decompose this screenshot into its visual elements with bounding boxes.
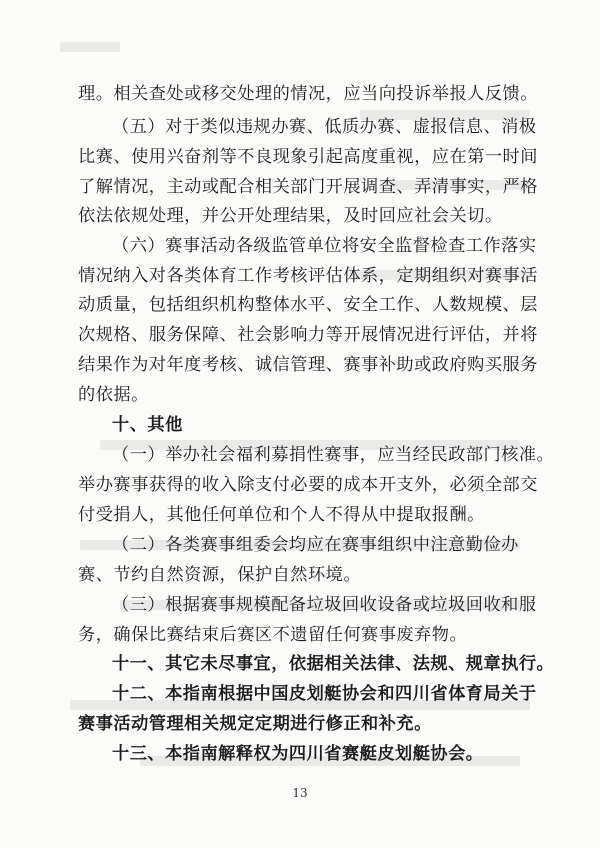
body-line-17: 赛、节约自然资源，保护自然环境。	[78, 564, 362, 585]
body-line-7: 情况纳入对各类体育工作考核评估体系，定期组织对赛事活	[78, 266, 538, 286]
section-heading-12: 十二、本指南根据中国皮划艇协会和四川省体育局关于	[112, 683, 537, 704]
body-line-6: （六）赛事活动各级监管单位将安全监督检查工作落实	[112, 236, 537, 256]
body-line-16: （二）各类赛事组委会均应在赛事组织中注意勤俭办	[112, 534, 519, 555]
section-heading-10: 十、其他	[112, 415, 183, 436]
body-line-8: 动质量，包括组织机构整体水平、安全工作、人数规模、层	[78, 295, 538, 316]
page-number: 13	[292, 786, 308, 800]
body-line-1: 理。相关查处或移交处理的情况，应当向投诉举报人反馈。	[78, 84, 538, 104]
body-line-14: 举办赛事获得的收入除支付必要的成本开支外，必须全部交	[78, 475, 538, 496]
body-line-10: 结果作为对年度考核、诚信管理、赛事补助或政府购买服务	[78, 355, 538, 376]
body-line-13: （一）举办社会福利募捐性赛事，应当经民政部门核准。	[112, 445, 555, 466]
body-line-2: （五）对于类似违规办赛、低质办赛、虚报信息、消极	[112, 116, 537, 137]
body-line-9: 次规格、服务保障、社会影响力等开展情况进行评估，并将	[78, 325, 538, 346]
body-line-4: 了解情况，主动或配合相关部门开展调查、弄清事实，严格	[78, 176, 538, 197]
body-line-5: 依法依规处理，并公开处理结果，及时回应社会关切。	[78, 205, 503, 226]
body-line-11: 的依据。	[78, 385, 149, 406]
body-line-15: 付受捐人，其他任何单位和个人不得从中提取报酬。	[78, 505, 485, 526]
body-line-3: 比赛、使用兴奋剂等不良现象引起高度重视，应在第一时间	[78, 146, 538, 167]
body-line-19: 务，确保比赛结束后赛区不遗留任何赛事废弃物。	[78, 624, 468, 645]
section-heading-12-cont: 赛事活动管理相关规定定期进行修正和补充。	[78, 714, 432, 734]
section-heading-11: 十一、其它未尽事宜，依据相关法律、法规、规章执行。	[112, 653, 555, 674]
section-heading-13: 十三、本指南解释权为四川省赛艇皮划艇协会。	[112, 744, 484, 764]
body-line-18: （三）根据赛事规模配备垃圾回收设备或垃圾回收和服	[112, 594, 537, 615]
